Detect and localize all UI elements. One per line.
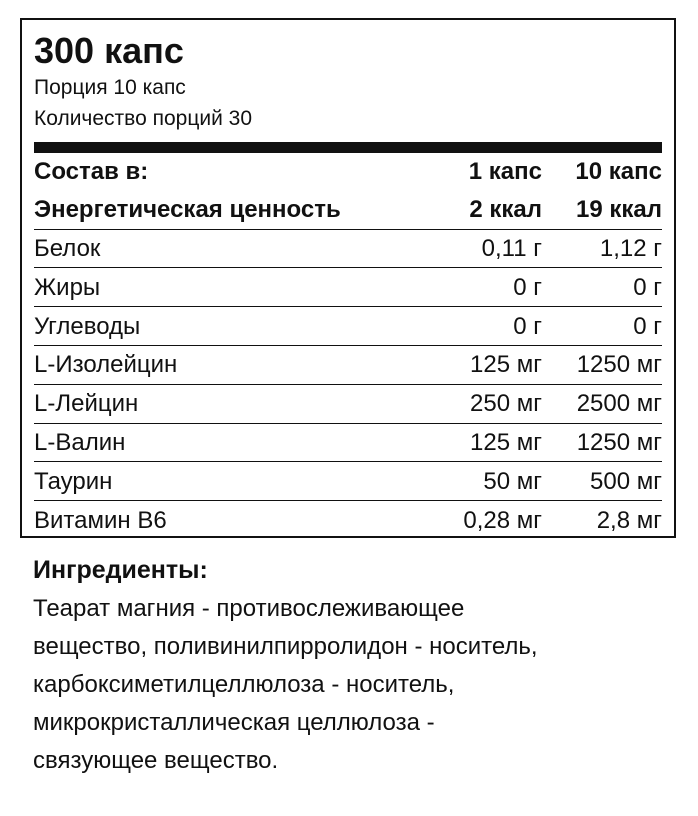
energy-value-1-caps: 2 ккал: [469, 196, 542, 224]
table-header-row: [34, 153, 662, 191]
composition-label: Состав в:: [34, 158, 149, 186]
table-row: [34, 461, 662, 500]
package-size-title: 300 капс: [34, 30, 184, 71]
nutrient-name: Углеводы: [34, 312, 141, 340]
nutrient-value-10-caps: 500 мг: [590, 467, 662, 495]
nutrient-name: Белок: [34, 234, 101, 262]
table-row: [34, 384, 662, 423]
nutrient-name: Жиры: [34, 273, 101, 301]
thick-divider: [34, 142, 662, 153]
nutrient-name: L-Лейцин: [34, 390, 139, 418]
nutrient-value-1-caps: 50 мг: [483, 467, 542, 495]
nutrient-value-1-caps: 0 г: [513, 273, 542, 301]
nutrient-name: L-Изолейцин: [34, 351, 178, 379]
table-row: [34, 423, 662, 462]
nutrient-value-10-caps: 0 г: [633, 312, 662, 340]
table-row: [34, 345, 662, 384]
ingredients-line: Теарат магния - противослеживающее: [33, 595, 465, 622]
serving-size-text: Порция 10 капс: [34, 76, 186, 99]
nutrient-value-10-caps: 1250 мг: [576, 428, 662, 456]
energy-label: Энергетическая ценность: [34, 196, 341, 224]
nutrient-name: Витамин В6: [34, 506, 167, 534]
column-header-10-caps: 10 капс: [575, 158, 662, 186]
nutrient-value-1-caps: 250 мг: [470, 390, 542, 418]
servings-count-text: Количество порций 30: [34, 107, 253, 130]
ingredients-line: микрокристаллическая целлюлоза -: [33, 709, 435, 736]
energy-row: [34, 191, 662, 229]
nutrient-name: Таурин: [34, 467, 113, 495]
nutrient-value-10-caps: 2,8 мг: [596, 506, 662, 534]
table-row: [34, 500, 662, 539]
nutrient-value-1-caps: 0,11 г: [481, 234, 542, 262]
nutrient-value-10-caps: 2500 мг: [576, 390, 662, 418]
nutrient-value-10-caps: 1250 мг: [576, 351, 662, 379]
nutrient-value-1-caps: 0 г: [513, 312, 542, 340]
ingredients-line: карбоксиметилцеллюлоза - носитель,: [33, 671, 455, 698]
ingredients-line: вещество, поливинилпирролидон - носитель,: [33, 633, 538, 660]
column-header-1-caps: 1 капс: [468, 158, 542, 186]
table-row: [34, 267, 662, 306]
nutrient-value-1-caps: 125 мг: [470, 351, 542, 379]
nutrient-value-1-caps: 125 мг: [470, 428, 542, 456]
ingredients-line: связующее вещество.: [33, 747, 279, 774]
nutrient-value-10-caps: 0 г: [633, 273, 662, 301]
ingredients-title: Ингредиенты:: [33, 556, 208, 584]
nutrition-facts-panel: [20, 18, 676, 538]
nutrient-value-1-caps: 0,28 мг: [463, 506, 542, 534]
energy-value-10-caps: 19 ккал: [576, 196, 662, 224]
table-row: [34, 229, 662, 268]
nutrient-value-10-caps: 1,12 г: [599, 234, 662, 262]
ingredients-section: [33, 550, 673, 780]
nutrient-name: L-Валин: [34, 428, 126, 456]
table-row: [34, 306, 662, 345]
